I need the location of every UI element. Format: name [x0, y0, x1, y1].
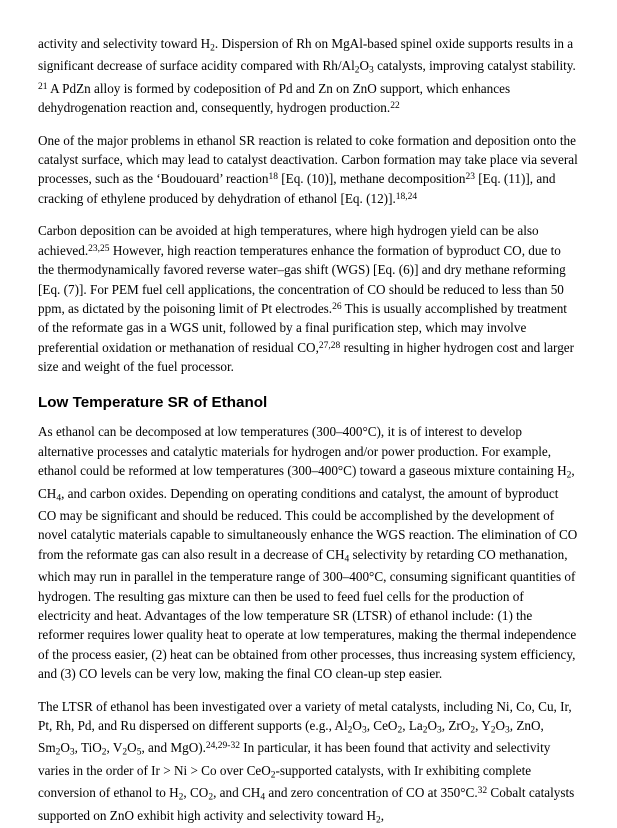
chemical-subscript: 2 — [208, 792, 214, 803]
text-run: and zero concentration of CO at 350°C. — [265, 785, 478, 801]
chemical-subscript: 2 — [490, 725, 496, 736]
chemical-subscript: 2 — [422, 725, 428, 736]
text-run: O — [352, 718, 362, 734]
chemical-subscript: 3 — [505, 725, 510, 736]
citation-superscript: 23,25 — [88, 243, 110, 254]
text-run: O — [127, 740, 137, 756]
chemical-subscript: 2 — [470, 725, 476, 736]
citation-superscript: 32 — [477, 786, 488, 797]
text-run: activity and selectivity toward H — [38, 36, 211, 51]
text-run: , ZnO, Sm — [38, 718, 544, 756]
chemical-subscript: 3 — [369, 65, 374, 76]
chemical-subscript: 3 — [437, 725, 442, 736]
body-paragraph — [38, 34, 579, 118]
citation-superscript: 27,28 — [318, 340, 341, 351]
citation-superscript: 23 — [465, 172, 475, 183]
text-run: , CeO — [366, 718, 398, 734]
chemical-subscript: 2 — [376, 815, 381, 826]
text-run: , ZrO — [441, 718, 471, 734]
body-paragraph — [38, 422, 579, 683]
text-run: The LTSR of ethanol has been investigated over a variety of metal catalysts, including Ni, Co, Cu, Ir, Pt, Rh, Pd, and Ru dispersed on different supports (e.g., Al — [38, 698, 572, 734]
text-run: O — [427, 718, 438, 734]
text-run: -supported catalysts, with Ir exhibiting complete conversion of ethanol to H — [38, 762, 532, 801]
text-run: A PdZn alloy is formed by codeposition of Pd and Zn on ZnO support, which enhances dehydrogenation reaction and, consequently, hydrogen production. — [38, 80, 511, 116]
chemical-subscript: 4 — [56, 492, 62, 503]
chemical-subscript: 2 — [55, 747, 61, 758]
chemical-subscript: 2 — [178, 792, 184, 803]
chemical-subscript: 5 — [136, 747, 142, 758]
text-run: catalysts, improving catalyst stability. — [373, 58, 576, 74]
text-run: . Dispersion of Rh on MgAl-based spinel oxide supports results in a significant decrease of surface acidity compared with Rh/Al — [38, 36, 574, 74]
text-run: However, high reaction temperatures enhance the formation of byproduct CO, due to the thermodynamically favored reverse water–gas shift (WGS) [Eq. (6)] and dry methane reforming [Eq. (7)]. For PEM fuel cell applications, the concentration of CO should be reduced to less than 50 ppm, as dictated by the poisoning limit of Pt electrodes. — [38, 242, 566, 316]
text-run: [Eq. (10)], methane decomposition — [277, 171, 466, 187]
citation-superscript: 26 — [332, 301, 342, 312]
paragraph-block-bottom — [38, 422, 579, 828]
text-run: One of the major problems in ethanol SR reaction is related to coke formation and deposition onto the catalyst surface, which may lead to catalyst deactivation. Carbon formation may take place via several processes, such as the ‘Boudouard’ reaction — [38, 132, 578, 187]
citation-superscript: 18 — [268, 172, 278, 183]
text-run: resulting in higher hydrogen cost and larger size and weight of the fuel processor. — [38, 339, 575, 375]
body-paragraph — [38, 697, 579, 828]
text-run: , V — [106, 740, 123, 756]
chemical-subscript: 2 — [101, 747, 107, 758]
body-paragraph — [38, 221, 579, 376]
text-run: , CH — [38, 463, 575, 501]
citation-superscript: 21 — [38, 81, 48, 92]
paragraph-block-top — [38, 34, 579, 377]
citation-superscript: 22 — [390, 101, 400, 112]
text-run: Cobalt catalysts supported on ZnO exhibit high activity and selectivity toward H — [38, 785, 575, 823]
text-run: , — [380, 807, 385, 823]
citation-superscript: 24,29-32 — [205, 741, 240, 752]
text-run: , and CH — [213, 785, 261, 801]
text-run: , and MgO). — [141, 740, 206, 756]
chemical-subscript: 2 — [122, 747, 128, 758]
chemical-subscript: 2 — [347, 725, 353, 736]
text-run: , TiO — [74, 740, 102, 756]
text-run: O — [495, 718, 506, 734]
chemical-subscript: 2 — [397, 725, 403, 736]
text-run: [Eq. (11)], and cracking of ethylene produced by dehydration of ethanol [Eq. (12)]. — [38, 171, 556, 206]
chemical-subscript: 2 — [210, 43, 215, 54]
chemical-subscript: 2 — [354, 65, 360, 76]
chemical-subscript: 3 — [69, 747, 75, 758]
chemical-subscript: 2 — [270, 770, 276, 781]
body-paragraph — [38, 131, 579, 209]
text-run: , Y — [475, 718, 491, 734]
chemical-subscript: 4 — [260, 792, 266, 803]
text-run: As ethanol can be decomposed at low temperatures (300–400°C), it is of interest to develop alternative processes and catalytic materials for hydrogen and/or power production. For example, ethanol could be reformed at low temperatures (300–400°C) toward a gaseous mixture containing H — [38, 424, 567, 479]
section-heading: Low Temperature SR of Ethanol — [38, 393, 268, 411]
text-run: O — [359, 58, 370, 74]
text-run: selectivity by retarding CO methanation, which may run in parallel in the temperature range of 300–400°C, consuming significant quantities of hydrogen. The resulting gas mixture can then be used to feed fuel cells for the production of electricity and heat. Advantages of the low temperature SR (LTSR) of ethanol include: (1) the reformer requires lower quality heat to operate at low temperatures, making the thermal independence of the process easier, (2) heat can be obtained from other processes, thus increasing system efficiency, and (3) CO levels can be very low, making the final CO clean-up step easier. — [38, 546, 577, 682]
text-run: , CO — [183, 785, 209, 801]
text-run: This is usually accomplished by treatment of the reformate gas in a WGS unit, followed by a final purification step, which may involve preferential oxidation or methanation of residual CO, — [38, 300, 567, 355]
text-run: , and carbon oxides. Depending on operating conditions and catalyst, the amount of byproduct CO may be significant and should be reduced. This could be accomplished by the development of novel catalytic materials capable to simultaneously enhance the WGS reaction. The elimination of CO from the reformate gas can also result in a decrease of CH — [38, 485, 578, 562]
text-run: O — [60, 740, 70, 756]
chemical-subscript: 4 — [344, 554, 350, 565]
text-run: In particular, it has been found that activity and selectivity varies in the order of Ir > Ni > Co over CeO — [38, 740, 551, 778]
chemical-subscript: 2 — [566, 470, 572, 481]
text-run: , La — [402, 718, 423, 734]
chemical-subscript: 3 — [361, 725, 367, 736]
text-run: Carbon deposition can be avoided at high temperatures, where high hydrogen yield can be also achieved. — [38, 223, 539, 258]
citation-superscript: 18,24 — [395, 191, 418, 202]
